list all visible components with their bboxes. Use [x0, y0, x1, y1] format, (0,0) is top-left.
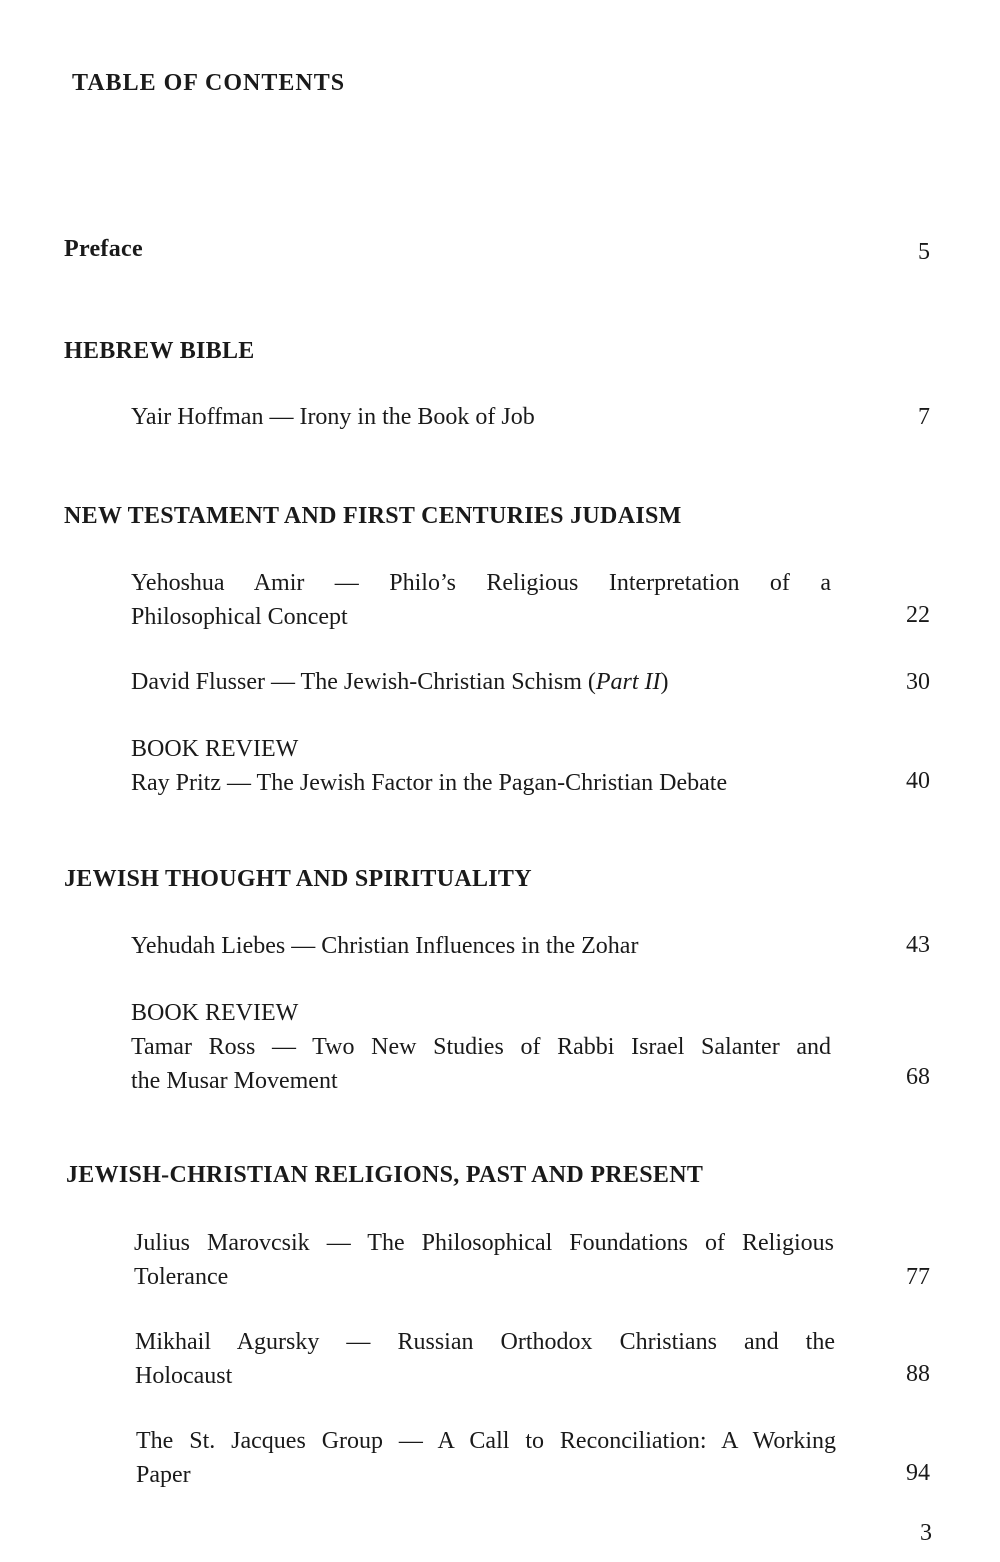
- entry-line: Ray Pritz — The Jewish Factor in the Pagan-Christian Debate: [131, 770, 728, 796]
- toc-entry-ross: [131, 996, 831, 1098]
- toc-entry-flusser: [131, 665, 831, 699]
- page-number: 94: [906, 1460, 930, 1486]
- entry-line: Julius Marovcsik — The Philosophical Foundations of Religious: [134, 1230, 834, 1256]
- page-number: 77: [906, 1264, 930, 1290]
- preface-page-number: 5: [918, 239, 930, 265]
- toc-entry-agursky: [135, 1325, 835, 1393]
- toc-entry-liebes: [131, 929, 831, 963]
- section-heading-jewish-christian: JEWISH-CHRISTIAN RELIGIONS, PAST AND PRESENT: [66, 1162, 704, 1188]
- book-review-label: BOOK REVIEW: [131, 1000, 299, 1026]
- entry-line: Philosophical Concept: [131, 604, 348, 630]
- page-number: 7: [918, 404, 930, 430]
- toc-entry-st-jacques: [136, 1424, 836, 1492]
- entry-line: Paper: [136, 1462, 191, 1488]
- section-heading-hebrew-bible: HEBREW BIBLE: [64, 338, 255, 364]
- page-number: 40: [906, 768, 930, 794]
- preface-label: Preface: [64, 236, 143, 262]
- page-number: 22: [906, 602, 930, 628]
- entry-line: [131, 665, 831, 699]
- page-title: TABLE OF CONTENTS: [72, 70, 346, 96]
- entry-line: Mikhail Agursky — Russian Orthodox Christians and the: [135, 1329, 835, 1355]
- entry-line: The St. Jacques Group — A Call to Reconciliation: A Working: [136, 1428, 836, 1454]
- entry-line: Yehoshua Amir — Philo’s Religious Interpretation of a: [131, 570, 831, 596]
- entry-line: Yair Hoffman — Irony in the Book of Job: [131, 404, 535, 430]
- entry-text: David Flusser — The Jewish-Christian Schism (: [131, 669, 596, 695]
- entry-italic-text: Part II: [595, 669, 661, 695]
- toc-entry-marovcsik: [134, 1226, 834, 1294]
- page-number: 88: [906, 1361, 930, 1387]
- toc-entry-pritz: [131, 732, 831, 800]
- entry-line: Holocaust: [135, 1363, 233, 1389]
- entry-text: ): [660, 669, 669, 695]
- entry-line: Tolerance: [134, 1264, 229, 1290]
- page-number: 30: [906, 669, 930, 695]
- entry-line: the Musar Movement: [131, 1068, 338, 1094]
- book-review-label: BOOK REVIEW: [131, 736, 299, 762]
- section-heading-new-testament: NEW TESTAMENT AND FIRST CENTURIES JUDAISM: [64, 503, 682, 529]
- entry-line: Tamar Ross — Two New Studies of Rabbi Israel Salanter and: [131, 1034, 831, 1060]
- toc-entry-amir: [131, 566, 831, 634]
- entry-line: Yehudah Liebes — Christian Influences in the Zohar: [131, 933, 639, 959]
- section-heading-jewish-thought: JEWISH THOUGHT AND SPIRITUALITY: [64, 866, 532, 892]
- toc-entry-hoffman: [131, 400, 831, 434]
- page-number: 43: [906, 932, 930, 958]
- page-number: 68: [906, 1064, 930, 1090]
- folio-page-number: 3: [920, 1520, 932, 1546]
